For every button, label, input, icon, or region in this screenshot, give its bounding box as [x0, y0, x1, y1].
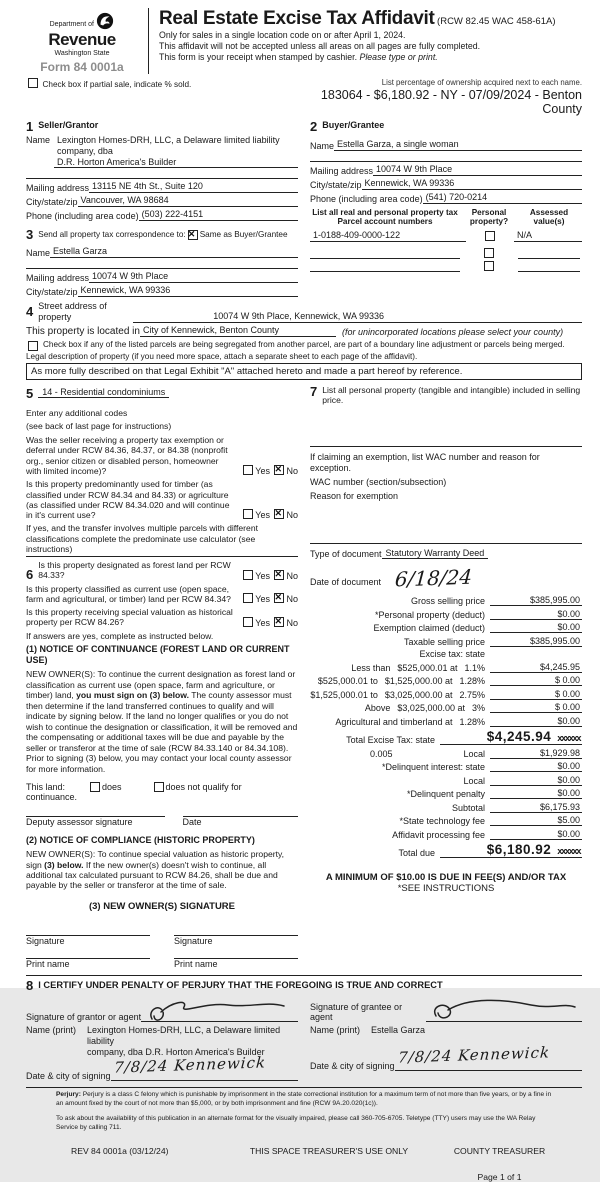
- timber-agriculture-question: Is this property predominantly used for timber (as classified under RCW 84.34 and 84.33) or agriculture (as classified under RCW 84.34.020 and will continue in it's current use?: [26, 479, 230, 521]
- additional-codes-note: (see back of last page for instructions): [26, 421, 172, 432]
- local-label: Local: [463, 748, 485, 759]
- section-1-number: 1: [26, 119, 34, 134]
- parcel-header-line2: Parcel account numbers: [337, 217, 433, 227]
- section-8: [26, 979, 582, 1082]
- print-name-line-1[interactable]: [26, 958, 150, 969]
- grantee-date-handwritten: 7/8/24 Kennewick: [396, 1042, 551, 1067]
- notice-continuance-title: (1) NOTICE OF CONTINUANCE (FOREST LAND OR CURRENT USE): [26, 644, 290, 666]
- notice-continuance-body: NEW OWNER(S): To continue the current designation as forest land or classification as current use (open space, farm and agriculture, or timber) land, you must sign on (3) below. The county assessor must then determine if the land transferred continues to qualify and will indicate by signing below. If the land no longer qualifies or you do not wish to continue the designation or classification, it will be removed and the compensating or additional taxes will be due and payable by the seller or transferor at the time of sale (RCW 84.33.140 or 84.34.108). Prior to signing (3) below, you may contact your local county assessor for more information.: [26, 669, 298, 774]
- historical-property-question: Is this property receiving special valuation as historical property per RCW 84.26?: [26, 607, 233, 628]
- additional-codes-label: Enter any additional codes: [26, 407, 128, 418]
- tier2-amount: $1,525,000.00 at: [384, 676, 453, 687]
- print-name-label-1: Print name: [26, 958, 70, 969]
- county-treasurer-label: COUNTY TREASURER: [453, 1146, 546, 1157]
- total-due-value[interactable]: $6,180.92: [486, 842, 552, 858]
- street-address-label-2: property: [38, 312, 72, 323]
- section-6-number: 6: [26, 566, 34, 582]
- grantor-signature-label: Signature of grantor or agent: [26, 1011, 142, 1022]
- dor-logo: [26, 8, 138, 74]
- correspondence-extra-line[interactable]: [26, 258, 298, 269]
- perjury-label: Perjury:: [56, 1091, 81, 1099]
- seller-name-field[interactable]: [54, 135, 298, 168]
- total-due-cell: [440, 842, 582, 858]
- signature-label-1: Signature: [26, 935, 65, 946]
- doc-type-field[interactable]: Statutory Warranty Deed: [382, 548, 489, 559]
- seller-city-label: City/state/zip: [26, 197, 78, 208]
- correspondence-name-label: Name: [26, 248, 51, 259]
- segregated-label: Check box if any of the listed parcels are being segregated from another parcel, are part of a boundary line adjustment or parcels being merged.: [43, 339, 565, 349]
- doc-type-label: Type of document: [310, 549, 382, 560]
- tier1-value[interactable]: $4,245.95: [490, 662, 582, 673]
- parcel-row-3: [310, 261, 582, 272]
- current-use-question: Is this property classified as current use (open space, farm and agricultural, or timber) land per RCW 84.34?: [26, 583, 231, 604]
- located-in-field[interactable]: City of Kennewick, Benton County: [140, 325, 336, 337]
- revenue-wordmark: Revenue: [48, 30, 116, 49]
- grantee-date-city-field[interactable]: [395, 1042, 582, 1071]
- partial-sale-checkbox[interactable]: [28, 78, 38, 88]
- does-not-label: does not qualify for: [165, 782, 242, 793]
- q1-no-label: No: [286, 466, 298, 477]
- q3-no-label: No: [286, 570, 298, 581]
- personal-property-deduct-value[interactable]: $0.00: [490, 609, 582, 620]
- page-footer: [26, 1146, 582, 1182]
- personal-property-list-label: List all personal property (tangible and intangible) included in selling price.: [322, 384, 581, 406]
- grantor-name-line2: company, dba D.R. Horton America's Builder: [87, 1047, 265, 1058]
- segregated-checkbox[interactable]: [28, 341, 38, 351]
- buyer-name-label: Name: [310, 141, 335, 151]
- q2-yes-label: Yes: [255, 510, 270, 521]
- deputy-assessor-label: Deputy assessor signature: [26, 817, 133, 828]
- grantee-signing-block: [310, 994, 582, 1082]
- notice-compliance-body: NEW OWNER(S): To continue special valuation as historic property, sign (3) below. If the new owner(s) doesn't wish to continue, all additional tax calculated pursuant to RCW 84.26, shall be due and payable by the seller or transferor at the time of sale.: [26, 849, 285, 891]
- grantor-date-city-label: Date & city of signing: [26, 1071, 111, 1082]
- section-4-number: 4: [26, 304, 34, 320]
- personal-header-line2: property?: [469, 217, 509, 227]
- affidavit-processing-fee-value[interactable]: $0.00: [490, 829, 582, 840]
- grantee-print-name-label: Name (print): [310, 1024, 361, 1035]
- exemption-claim-note: If claiming an exemption, list WAC number and reason for exception.: [310, 451, 540, 473]
- section-7-number: 7: [310, 383, 318, 399]
- tier4-value[interactable]: $ 0.00: [490, 702, 582, 713]
- land-use-column: [26, 385, 298, 969]
- exemption-deduct-value[interactable]: $0.00: [490, 622, 582, 633]
- tax-correspondence-label: Send all property tax correspondence to:: [38, 230, 186, 240]
- correspondence-city-field[interactable]: Kennewick, WA 99336: [78, 285, 298, 297]
- header-note-3: This form is your receipt when stamped by cashier.: [159, 51, 360, 62]
- land-use-code-field[interactable]: 14 - Residential condominiums: [38, 387, 169, 398]
- section-8-top-rule: [26, 975, 582, 976]
- wac-number-label: WAC number (section/subsection): [310, 476, 447, 487]
- parcel-number-field-1[interactable]: 1-0188-409-0000-122: [310, 230, 466, 242]
- assessed-value-field-2[interactable]: [518, 248, 580, 259]
- grantee-signature-scribble: [429, 1000, 579, 1024]
- treasurer-use-label: THIS SPACE TREASURER'S USE ONLY: [249, 1146, 409, 1157]
- continuance-label: continuance.: [26, 792, 78, 803]
- section-8-number: 8: [26, 977, 34, 993]
- seller-name-extra-line[interactable]: [26, 168, 298, 179]
- assessed-value-field-1[interactable]: N/A: [514, 230, 582, 242]
- deputy-assessor-signature-line[interactable]: [26, 816, 165, 827]
- grantee-print-name-field[interactable]: Estella Garza: [371, 1024, 426, 1035]
- total-excise-state-value[interactable]: $4,245.94: [486, 729, 552, 745]
- grantor-signing-block: [26, 994, 298, 1082]
- grantor-date-handwritten: 7/8/24 Kennewick: [112, 1053, 267, 1077]
- exemption-deduct-label: Exemption claimed (deduct): [373, 623, 485, 634]
- buyer-phone-field[interactable]: (541) 720-0214: [423, 192, 582, 204]
- personal-header-line1: Personal: [471, 208, 507, 217]
- q4-no-checkbox[interactable]: [274, 593, 284, 603]
- total-excise-state-label: Total Excise Tax: state: [346, 735, 435, 746]
- correspondence-name-field[interactable]: Estella Garza: [50, 246, 298, 258]
- q1-yes-label: Yes: [255, 466, 270, 477]
- new-owner-signature-line-2[interactable]: [174, 935, 298, 946]
- personal-property-checkbox-3[interactable]: [484, 261, 494, 271]
- unincorporated-note: (for unincorporated locations please select your county): [341, 326, 564, 337]
- correspondence-mailing-field[interactable]: 10074 W 9th Place: [89, 271, 298, 283]
- predominate-use-note: If yes, and the transfer involves multiple parcels with different classifications complete the predominate use calculator (see instructions): [26, 523, 298, 556]
- section-4: [26, 301, 582, 380]
- located-in-label: This property is located in: [26, 325, 140, 337]
- grantor-signature-field[interactable]: [141, 994, 298, 1022]
- total-due-stamp: xxxxxx: [557, 846, 580, 858]
- forest-land-question: Is this property designated as forest land per RCW 84.33?: [38, 559, 231, 581]
- tier1-amount: $525,000.01 at: [397, 662, 458, 673]
- q4-no-label: No: [286, 594, 298, 605]
- grantee-date-city-label: Date & city of signing: [310, 1060, 395, 1071]
- same-as-buyer-label: Same as Buyer/Grantee: [199, 230, 288, 240]
- affidavit-processing-fee-label: Affidavit processing fee: [392, 829, 485, 840]
- correspondence-city-label: City/state/zip: [26, 287, 78, 298]
- buyer-city-label: City/state/zip: [310, 180, 362, 190]
- signature-label-2: Signature: [174, 935, 213, 946]
- partial-sale-label: Check box if partial sale, indicate % sold.: [42, 80, 192, 89]
- buyer-city-field[interactable]: Kennewick, WA 99336: [362, 178, 582, 190]
- tty-note: To ask about the availability of this publication in an alternate format for the visually impaired, please call 360-705-6705. Teletype (TTY) users may use the WA Relay Service by calling 711.: [56, 1115, 536, 1131]
- parcel-table-header: [310, 208, 582, 227]
- agricultural-rate: 1.28%: [459, 716, 485, 727]
- personal-property-checkbox-2[interactable]: [484, 248, 494, 258]
- new-owner-signature-line-1[interactable]: [26, 935, 150, 946]
- subtotal-label: Subtotal: [451, 802, 485, 813]
- taxable-price-label: Taxable selling price: [403, 636, 485, 647]
- street-address-label-1: Street address of: [38, 301, 107, 312]
- section-5-number: 5: [26, 385, 34, 401]
- legal-description-label: Legal description of property (if you need more space, attach a separate sheet to each page of the affidavit).: [26, 351, 418, 361]
- seller-grantor-heading: Seller/Grantor: [38, 120, 99, 130]
- dept-of-label: Department of: [49, 21, 94, 28]
- print-name-line-2[interactable]: [174, 958, 298, 969]
- personal-property-checkbox-1[interactable]: [485, 231, 495, 241]
- tier3-amount: $3,025,000.00 at: [384, 689, 453, 700]
- assessed-value-field-3[interactable]: [518, 261, 580, 272]
- grantee-signature-label: Signature of grantee or agent: [310, 1001, 403, 1022]
- tier1-pre: Less than: [351, 662, 391, 673]
- does-not-checkbox[interactable]: [154, 782, 164, 792]
- grantor-print-name-label: Name (print): [26, 1024, 77, 1035]
- this-land-label: This land:: [26, 782, 66, 793]
- q5-no-checkbox[interactable]: [274, 617, 284, 627]
- notice-compliance-title: (2) NOTICE OF COMPLIANCE (HISTORIC PROPERTY): [26, 835, 255, 846]
- grantee-signature-field[interactable]: [426, 994, 582, 1022]
- perjury-text: Perjury is a class C felony which is punishable by imprisonment in the state correctional institution for a maximum term of not more than five years, or by a fine in an amount fixed by the court of not more than $5,000, or by both imprisonment and fine (RCW 9A.20.020(1c)).: [56, 1091, 552, 1108]
- grantor-signature-scribble: [144, 1000, 294, 1024]
- seller-name-line2: D.R. Horton America's Builder: [57, 156, 177, 167]
- agricultural-value[interactable]: $0.00: [490, 716, 582, 727]
- excise-tax-state-header: Excise tax: state: [419, 649, 485, 660]
- dor-logo-icon: [96, 12, 114, 30]
- form-header: [26, 8, 582, 74]
- buyer-name-extra-line[interactable]: [310, 151, 582, 162]
- tier2-pre: $525,000.01 to: [317, 676, 378, 687]
- q5-yes-label: Yes: [255, 617, 270, 628]
- local-rate: 0.005: [370, 748, 393, 759]
- total-excise-state-cell: [440, 729, 582, 745]
- local-value[interactable]: $1,929.98: [490, 748, 582, 759]
- state-technology-fee-value[interactable]: $5.00: [490, 815, 582, 826]
- see-instructions-note: *SEE INSTRUCTIONS: [397, 883, 495, 895]
- deputy-date-line[interactable]: [183, 816, 298, 827]
- form-title: Real Estate Excise Tax Affidavit: [159, 8, 435, 29]
- tier2-value[interactable]: $ 0.00: [490, 675, 582, 686]
- q5-no-label: No: [286, 617, 298, 628]
- tier3-rate: 2.75%: [459, 689, 485, 700]
- q5-yes-checkbox[interactable]: [243, 617, 253, 627]
- q2-no-label: No: [286, 510, 298, 521]
- tier1-rate: 1.1%: [464, 662, 485, 673]
- washington-state-label: Washington State: [54, 50, 110, 57]
- legal-description-box[interactable]: As more fully described on that Legal Exhibit "A" attached hereto and made a part hereof by reference.: [26, 363, 582, 380]
- q1-no-checkbox[interactable]: [274, 465, 284, 475]
- total-due-label: Total due: [398, 848, 435, 859]
- seller-mailing-field[interactable]: 13115 NE 4th St., Suite 120: [89, 181, 298, 193]
- street-address-field[interactable]: 10074 W 9th Place, Kennewick, WA 99336: [133, 311, 582, 323]
- type-or-print-note: Please type or print.: [359, 51, 438, 62]
- q1-yes-checkbox[interactable]: [243, 465, 253, 475]
- buyer-mailing-label: Mailing address: [310, 166, 374, 176]
- tax-column: [310, 385, 582, 969]
- rcw-reference: (RCW 82.45 WAC 458-61A): [437, 16, 556, 27]
- q3-yes-label: Yes: [255, 570, 270, 581]
- header-note-2: This affidavit will not be accepted unless all areas on all pages are fully completed.: [159, 40, 481, 51]
- seller-phone-field[interactable]: (503) 222-4151: [139, 209, 298, 221]
- if-answers-yes-note: If answers are yes, complete as instructed below.: [26, 630, 214, 641]
- grantor-name-line1: Lexington Homes-DRH, LLC, a Delaware limited liability: [87, 1024, 281, 1046]
- does-label: does: [102, 782, 122, 793]
- seller-column: [26, 118, 298, 297]
- tier4-amount: $3,025,000.00 at: [397, 703, 465, 714]
- buyer-name-field[interactable]: Estella Garza, a single woman: [334, 139, 582, 151]
- reason-exemption-label: Reason for exemption: [310, 490, 399, 501]
- section-7-divider-2: [310, 543, 582, 544]
- seller-phone-label: Phone (including area code): [26, 211, 139, 222]
- tier4-pre: Above: [364, 703, 391, 714]
- subtotal-value[interactable]: $6,175.93: [490, 802, 582, 813]
- assessed-header-line2: value(s): [533, 217, 565, 227]
- q2-yes-checkbox[interactable]: [243, 509, 253, 519]
- exemption-deferral-question: Was the seller receiving a property tax exemption or deferral under RCW 84.36, 84.37, or 84.38 (nonprofit org., senior citizen or disabled person, homeowner with limited income)?: [26, 434, 228, 476]
- delinquent-interest-label: *Delinquent interest: state: [381, 762, 485, 773]
- ownership-percentage-note: List percentage of ownership acquired next to each name.: [381, 78, 582, 87]
- perjury-block: [26, 1091, 582, 1132]
- section-2-number: 2: [310, 119, 318, 134]
- tier4-rate: 3%: [471, 703, 485, 714]
- gross-price-value[interactable]: $385,995.00: [490, 595, 582, 606]
- personal-property-deduct-label: *Personal property (deduct): [374, 609, 485, 620]
- header-note-1: Only for sales in a single location code on or after April 1, 2024.: [159, 30, 406, 40]
- assessed-header-line1: Assessed: [529, 208, 569, 217]
- parcel-number-field-2[interactable]: [310, 248, 460, 259]
- perjury-top-rule: [26, 1087, 582, 1088]
- local2-label: Local: [463, 775, 485, 786]
- section-7-divider-1: [310, 446, 582, 447]
- q2-no-checkbox[interactable]: [274, 509, 284, 519]
- new-owners-signature-title: (3) NEW OWNER(S) SIGNATURE: [88, 900, 235, 912]
- deputy-date-label: Date: [182, 817, 202, 828]
- same-as-buyer-checkbox[interactable]: [188, 230, 198, 240]
- page-number: Page 1 of 1: [477, 1172, 522, 1182]
- seller-mailing-label: Mailing address: [26, 183, 90, 194]
- q3-no-checkbox[interactable]: [274, 570, 284, 580]
- buyer-column: [310, 118, 582, 297]
- q3-yes-checkbox[interactable]: [243, 570, 253, 580]
- total-excise-stamp: xxxxxx: [557, 733, 580, 745]
- tier2-rate: 1.28%: [459, 676, 485, 687]
- print-name-label-2: Print name: [174, 958, 218, 969]
- parcel-row-2: [310, 248, 582, 259]
- parcel-row-1: [310, 230, 582, 242]
- buyer-phone-label: Phone (including area code): [310, 194, 423, 204]
- buyer-grantee-heading: Buyer/Grantee: [322, 120, 385, 130]
- taxable-price-value[interactable]: $385,995.00: [490, 636, 582, 647]
- tax-computation-table: [310, 595, 582, 858]
- parcel-header-line1: List all real and personal property tax: [312, 208, 458, 217]
- correspondence-mailing-label: Mailing address: [26, 273, 90, 284]
- delinquent-penalty-label: *Delinquent penalty: [406, 789, 485, 800]
- header-divider: [148, 8, 149, 74]
- seller-city-field[interactable]: Vancouver, WA 98684: [78, 195, 298, 207]
- agricultural-label: Agricultural and timberland at: [335, 716, 453, 727]
- delinquent-interest-value[interactable]: $0.00: [490, 761, 582, 772]
- parcel-number-field-3[interactable]: [310, 261, 460, 272]
- does-checkbox[interactable]: [90, 782, 100, 792]
- gross-price-label: Gross selling price: [410, 596, 485, 607]
- seller-name-label: Name: [26, 135, 51, 145]
- grantor-date-city-field[interactable]: [111, 1053, 298, 1081]
- doc-date-label: Date of document: [310, 577, 382, 588]
- state-technology-fee-label: *State technology fee: [399, 816, 485, 827]
- seller-name-line1: Lexington Homes-DRH, LLC, a Delaware limited liability company, dba: [57, 135, 280, 156]
- q4-yes-checkbox[interactable]: [243, 593, 253, 603]
- delinquent-penalty-value[interactable]: $0.00: [490, 788, 582, 799]
- section-3-number: 3: [26, 227, 34, 243]
- local2-value[interactable]: $0.00: [490, 775, 582, 786]
- tier3-value[interactable]: $ 0.00: [490, 689, 582, 700]
- buyer-mailing-field[interactable]: 10074 W 9th Place: [373, 164, 582, 176]
- doc-date-handwritten[interactable]: 6/18/24: [394, 565, 473, 592]
- q4-yes-label: Yes: [255, 594, 270, 605]
- tier3-pre: $1,525,000.01 to: [310, 689, 378, 700]
- form-number: Form 84 0001a: [40, 60, 124, 74]
- certify-statement: I CERTIFY UNDER PENALTY OF PERJURY THAT THE FOREGOING IS TRUE AND CORRECT: [38, 980, 443, 991]
- rev-number: REV 84 0001a (03/12/24): [71, 1146, 169, 1157]
- minimum-fee-notice: A MINIMUM OF $10.00 IS DUE IN FEE(S) AND/OR TAX: [325, 872, 567, 884]
- cashier-stamp-line: 183064 - $6,180.92 - NY - 07/09/2024 - Benton County: [320, 88, 582, 116]
